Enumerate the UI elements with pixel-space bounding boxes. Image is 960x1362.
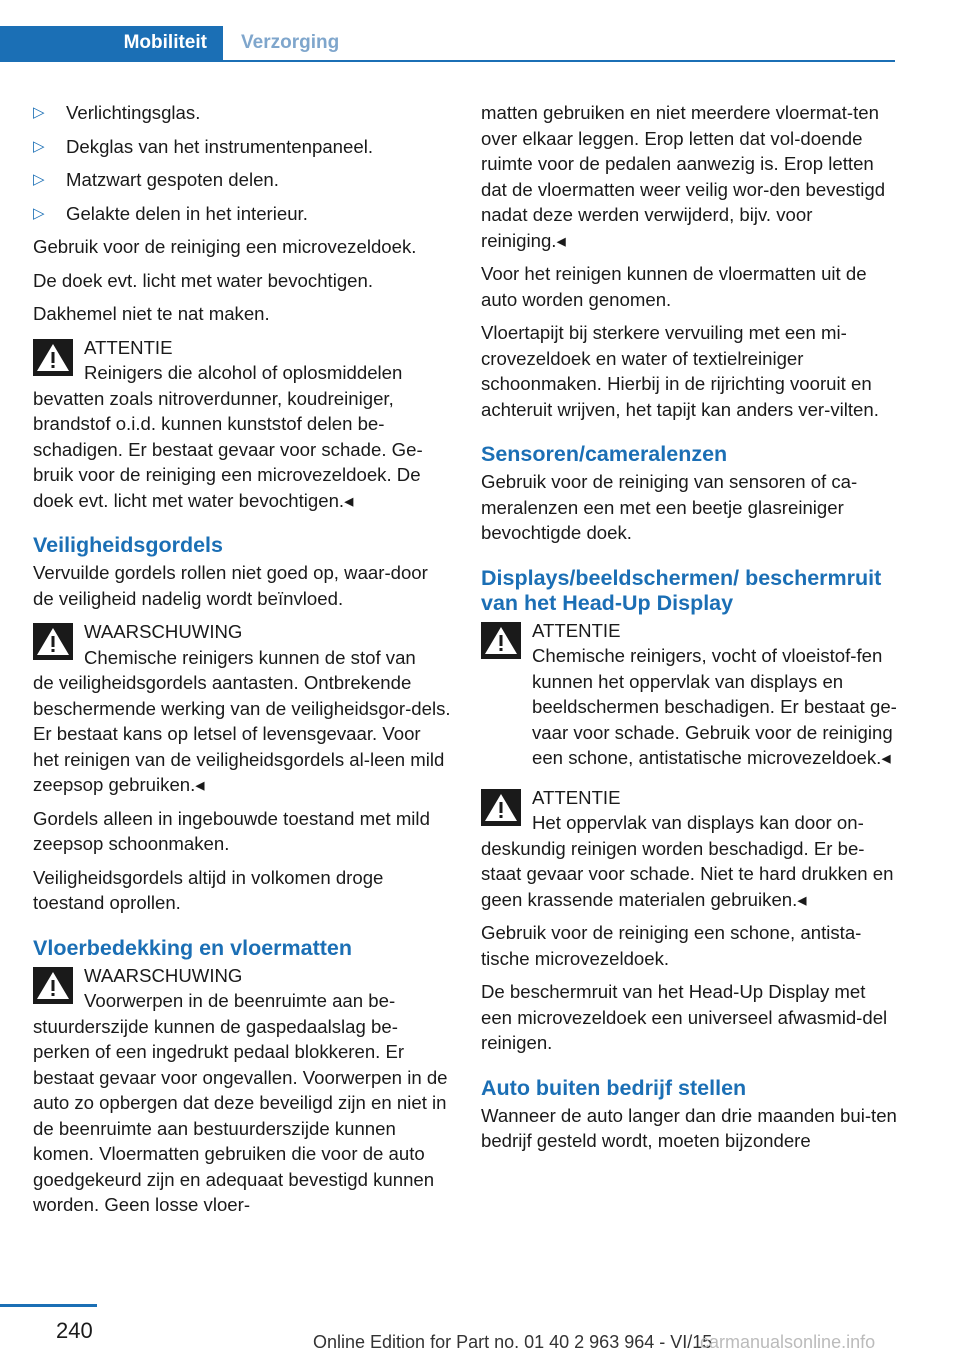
section-heading: Veiligheidsgordels <box>33 533 223 557</box>
paragraph: matten gebruiken en niet meerdere vloermat-ten over elkaar leggen. Erop letten dat vol-doende ruimte voor de pedalen aanwezig is. Erop letten dat de vloermatten weer veilig wor-den bevestigd nadat deze werden verwijderd, bijv. voor reiniging.◂ <box>481 102 886 251</box>
list-item: ▷ Matzwart gespoten delen. <box>33 167 451 193</box>
warning-text: bevatten zoals nitroverdunner, koudreiniger, brandstof o.i.d. kunnen kunststof delen be-schadigen. Er bestaat gevaar voor schade. Ge-bruik voor de reiniging een microvezeldoek. De doek evt. licht met water bevochtigen.◂ <box>33 387 423 511</box>
warning-triangle-icon <box>33 623 73 660</box>
paragraph: Vervuilde gordels rollen niet goed op, waar-door de veiligheid nadelig wordt beïnvloed. <box>33 562 428 609</box>
paragraph: Wanneer de auto langer dan drie maanden bui-ten bedrijf gesteld wordt, moeten bijzondere <box>481 1104 897 1151</box>
section-heading: Sensoren/cameralenzen <box>481 442 728 466</box>
warning-text: Reinigers die alcohol of oplosmiddelen <box>84 362 403 383</box>
list-item: ▷ Verlichtingsglas. <box>33 100 451 126</box>
tab-mobiliteit[interactable]: Mobiliteit <box>0 26 223 60</box>
paragraph: Vloertapijt bij sterkere vervuiling met een mi-crovezeldoek en water of textielreiniger schoonmaken. Hierbij in de rijrichting vooruit en achteruit wrijven, het tapijt kan anders ver-vilten. <box>481 322 879 420</box>
section-heading: Vloerbedekking en vloermatten <box>33 935 353 960</box>
warning-box <box>481 785 897 913</box>
warning-triangle-icon <box>481 789 521 826</box>
header-tabbar <box>0 26 895 62</box>
section-heading: Displays/beeldschermen/ beschermruit van het Head-Up Display <box>481 565 882 615</box>
warning-text: Voorwerpen in de beenruimte aan be- <box>84 990 396 1011</box>
bullet-triangle-icon: ▷ <box>33 104 45 121</box>
paragraph: Gordels alleen in ingebouwde toestand met mild zeepsop schoonmaken. <box>33 807 430 854</box>
warning-text: stuurderszijde kunnen de gaspedaalslag be-perken of een ingedrukt pedaal blokkeren. Er bestaat gevaar voor ongevallen. Voorwerpen in de auto zo opbergen dat deze beveiligd zijn en niet in de beenruimte aan bestuurderszijde kunnen komen. Vloermatten gebruiken die voor de auto goedgekeurd zijn en adequaat bevestigd kunnen worden. Geen losse vloer- <box>33 1015 448 1215</box>
warning-title: ATTENTIE <box>84 336 173 358</box>
warning-title: ATTENTIE <box>532 619 621 641</box>
warning-text: de veiligheidsgordels aantasten. Ontbrekende beschermende werking van de veiligheidsgor-dels. Er bestaat kans op letsel of levensgevaar. Voor het reinigen van de veiligheidsgordels al-leen mild zeepsop gebruiken.◂ <box>33 672 451 795</box>
right-column <box>481 100 897 1162</box>
warning-title: WAARSCHUWING <box>84 964 243 986</box>
bullet-triangle-icon: ▷ <box>33 204 45 222</box>
warning-title: WAARSCHUWING <box>84 621 243 642</box>
paragraph: De doek evt. licht met water bevochtigen. <box>33 269 374 291</box>
warning-title: ATTENTIE <box>532 786 621 808</box>
paragraph: Dakhemel niet te nat maken. <box>33 303 270 324</box>
warning-text: Chemische reinigers, vocht of vloeistof-fen kunnen het oppervlak van displays en beeldschermen beschadigen. Er bestaat ge-vaar voor schade. Gebruik voor de reiniging een schone, antistatische microvezeldoek.◂ <box>532 645 897 768</box>
warning-triangle-icon <box>33 339 73 376</box>
paragraph: Voor het reinigen kunnen de vloermatten uit de auto worden genomen. <box>481 263 867 310</box>
tab-verzorging[interactable]: Verzorging <box>241 32 340 53</box>
warning-box <box>33 335 451 514</box>
bullet-triangle-icon: ▷ <box>33 171 45 188</box>
footer-rule <box>0 1304 97 1307</box>
warning-box <box>481 618 897 771</box>
warning-triangle-icon <box>481 622 521 659</box>
list-item: ▷ Gelakte delen in het interieur. <box>33 201 451 227</box>
warning-text: Het oppervlak van displays kan door on- <box>532 812 864 833</box>
warning-triangle-icon <box>33 967 73 1004</box>
left-column <box>33 100 451 1226</box>
warning-text: deskundig reinigen worden beschadigd. Er be-staat gevaar voor schade. Niet te hard drukken en geen krassende materialen gebruiken.◂ <box>481 837 894 910</box>
paragraph: Gebruik voor de reiniging een schone, antista-tische microvezeldoek. <box>481 922 862 969</box>
footer-edition: Online Edition for Part no. 01 40 2 963 964 - VI/15 <box>313 1332 713 1352</box>
footer-watermark: carmanualsonline.info <box>700 1332 876 1352</box>
page-number: 240 <box>56 1318 93 1343</box>
warning-box <box>33 619 451 798</box>
bullet-triangle-icon: ▷ <box>33 137 45 155</box>
paragraph: Veiligheidsgordels altijd in volkomen droge toestand oprollen. <box>33 866 384 913</box>
section-heading: Auto buiten bedrijf stellen <box>481 1075 747 1100</box>
warning-box <box>33 963 451 1218</box>
paragraph: Gebruik voor de reiniging van sensoren of ca-meralenzen een met een beetje glasreiniger bevochtigde doek. <box>481 471 858 543</box>
paragraph: De beschermruit van het Head-Up Display met een microvezeldoek een universeel afwasmid-del reinigen. <box>481 981 888 1053</box>
paragraph: Gebruik voor de reiniging een microvezeldoek. <box>33 236 417 257</box>
warning-text: Chemische reinigers kunnen de stof van <box>84 646 416 668</box>
list-item: ▷ Dekglas van het instrumentenpaneel. <box>33 134 451 160</box>
